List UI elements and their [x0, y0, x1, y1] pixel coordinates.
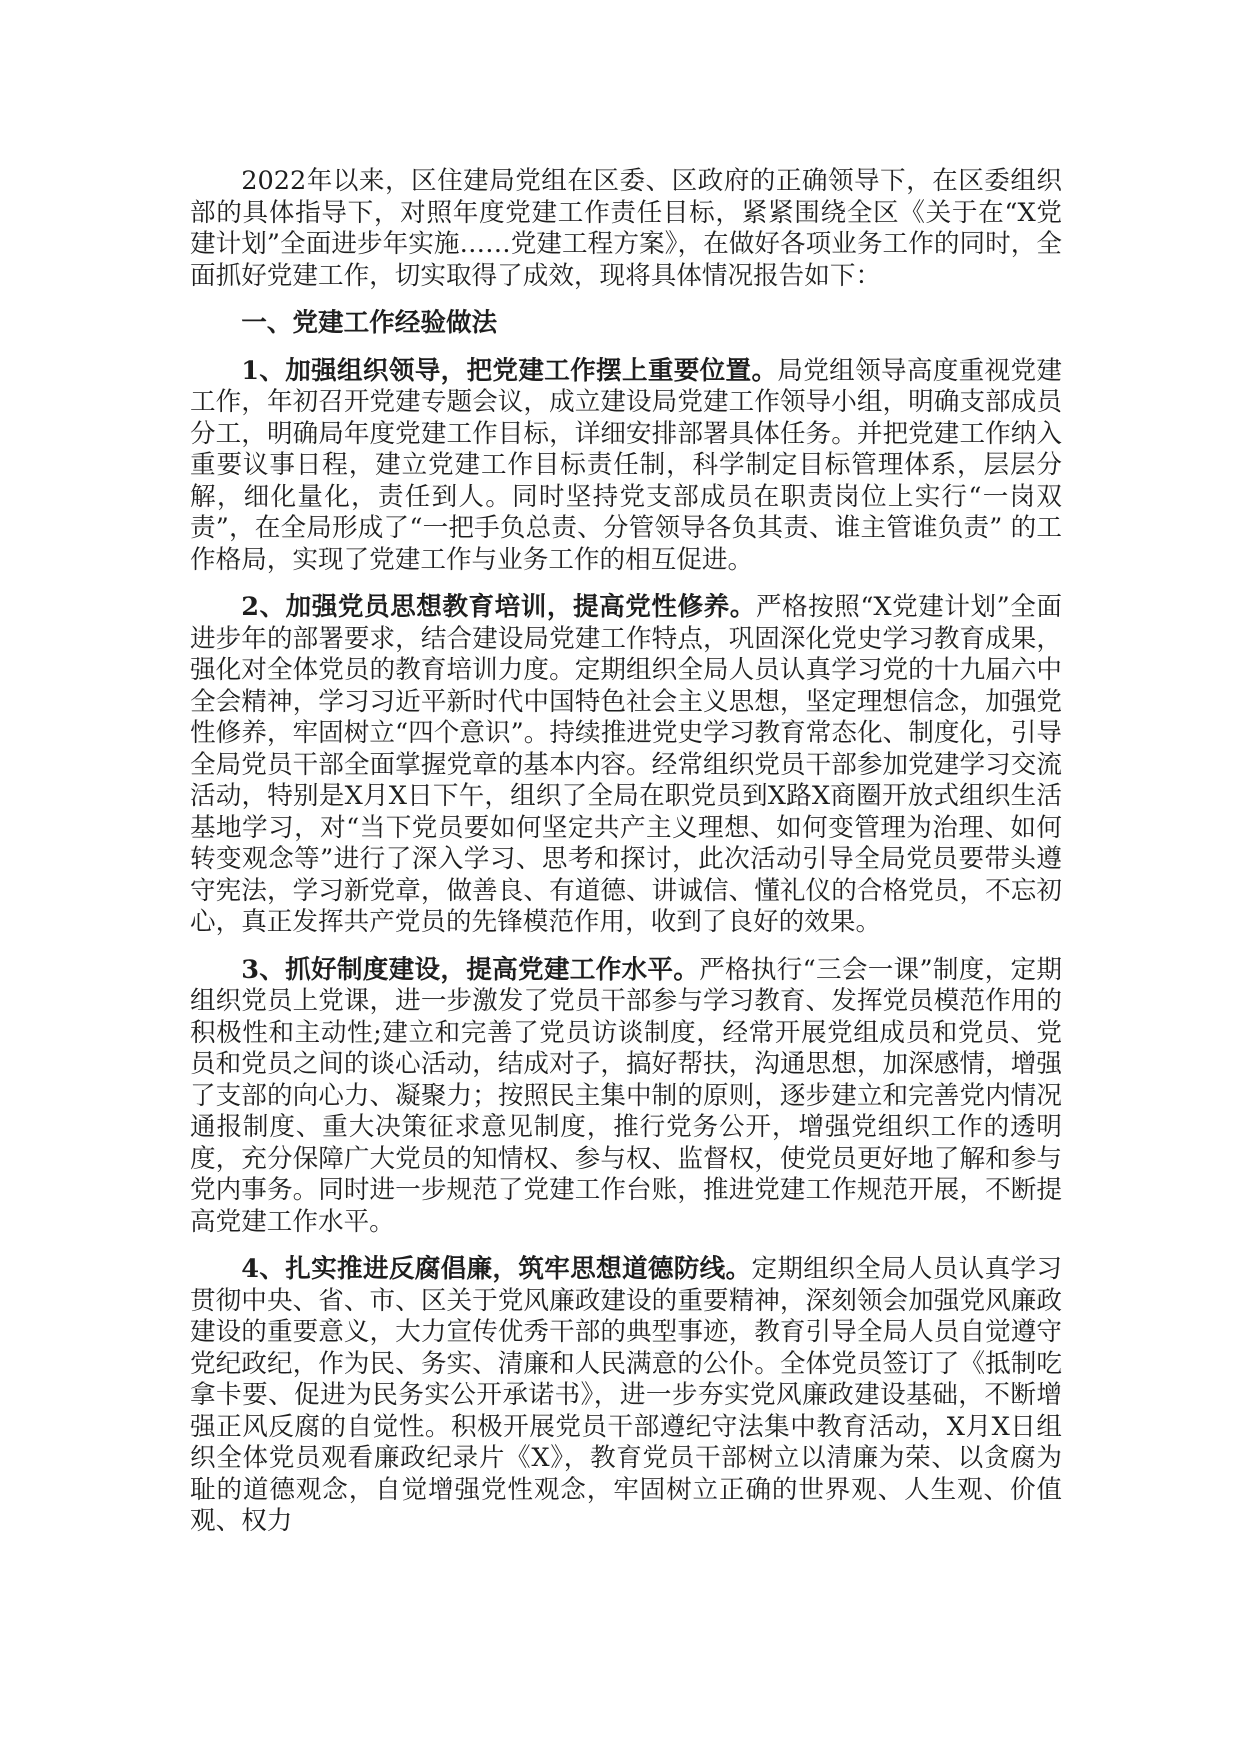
item-lead-4: 4、扎实推进反腐倡廉，筑牢思想道德防线。: [241, 1254, 752, 1284]
item-paragraph-3: [190, 955, 1062, 1239]
item-paragraph-2: [190, 592, 1062, 939]
item-paragraph-1: [190, 356, 1062, 577]
item-body-4: 定期组织全局人员认真学习贯彻中央、省、市、区关于党风廉政建设的重要精神，深刻领会加强党风廉政建设的重要意义，大力宣传优秀干部的典型事迹，教育引导全局人员自觉遵守党纪政纪，作为民、务实、清廉和人民满意的公仆。全体党员签订了《抵制吃拿卡要、促进为民务实公开承诺书》，进一步夯实党风廉政建设基础，不断增强正风反腐的自觉性。积极开展党员干部遵纪守法集中教育活动，X月X日组织全体党员观看廉政纪录片《X》，教育党员干部树立以清廉为荣、以贪腐为耻的道德观念，自觉增强党性观念，牢固树立正确的世界观、人生观、价值观、权力: [190, 1254, 1062, 1536]
item-body-2: 严格按照“X党建计划”全面进步年的部署要求，结合建设局党建工作特点，巩固深化党史学习教育成果，强化对全体党员的教育培训力度。定期组织全局人员认真学习党的十九届六中全会精神，学习习近平新时代中国特色社会主义思想，坚定理想信念，加强党性修养，牢固树立“四个意识”。持续推进党史学习教育常态化、制度化，引导全局党员干部全面掌握党章的基本内容。经常组织党员干部参加党建学习交流活动，特别是X月X日下午，组织了全局在职党员到X路X商圈开放式组织生活基地学习，对“当下党员要如何坚定共产主义理想、如何变管理为治理、如何转变观念等”进行了深入学习、思考和探讨，此次活动引导全局党员要带头遵守宪法，学习新党章，做善良、有道德、讲诚信、懂礼仪的合格党员，不忘初心，真正发挥共产党员的先锋模范作用，收到了良好的效果。: [190, 592, 1063, 937]
document-page: [190, 166, 1062, 1554]
intro-paragraph: 2022年以来，区住建局党组在区委、区政府的正确领导下，在区委组织部的具体指导下，对照年度党建工作责任目标，紧紧围绕全区《关于在“X党建计划”全面进步年实施……党建工程方案》，在做好各项业务工作的同时，全面抓好党建工作，切实取得了成效，现将具体情况报告如下：: [190, 166, 1062, 291]
item-body-3: 严格执行“三会一课”制度，定期组织党员上党课，进一步激发了党员干部参与学习教育、发挥党员模范作用的积极性和主动性;建立和完善了党员访谈制度，经常开展党组成员和党员、党员和党员之间的谈心活动，结成对子，搞好帮扶，沟通思想，加深感情，增强了支部的向心力、凝聚力；按照民主集中制的原则，逐步建立和完善党内情况通报制度、重大决策征求意见制度，推行党务公开，增强党组织工作的透明度，充分保障广大党员的知情权、参与权、监督权，使党员更好地了解和参与党内事务。同时进一步规范了党建工作台账，推进党建工作规范开展，不断提高党建工作水平。: [190, 954, 1063, 1237]
item-paragraph-4: [190, 1254, 1062, 1538]
item-lead-2: 2、加强党员思想教育培训，提高党性修养。: [241, 592, 756, 622]
item-lead-1: 1、加强组织领导，把党建工作摆上重要位置。: [241, 355, 778, 386]
item-lead-3: 3、抓好制度建设，提高党建工作水平。: [241, 954, 700, 985]
section-heading: 一、党建工作经验做法: [241, 308, 498, 338]
item-body-1: 局党组领导高度重视党建工作，年初召开党建专题会议，成立建设局党建工作领导小组，明确支部成员分工，明确局年度党建工作目标，详细安排部署具体任务。并把党建工作纳入重要议事日程，建立党建工作目标责任制，科学制定目标管理体系，层层分解，细化量化，责任到人。同时坚持党支部成员在职责岗位上实行“一岗双责”，在全局形成了“一把手负总责、分管领导各负其责、谁主管谁负责” 的工作格局，实现了党建工作与业务工作的相互促进。: [190, 355, 1062, 575]
